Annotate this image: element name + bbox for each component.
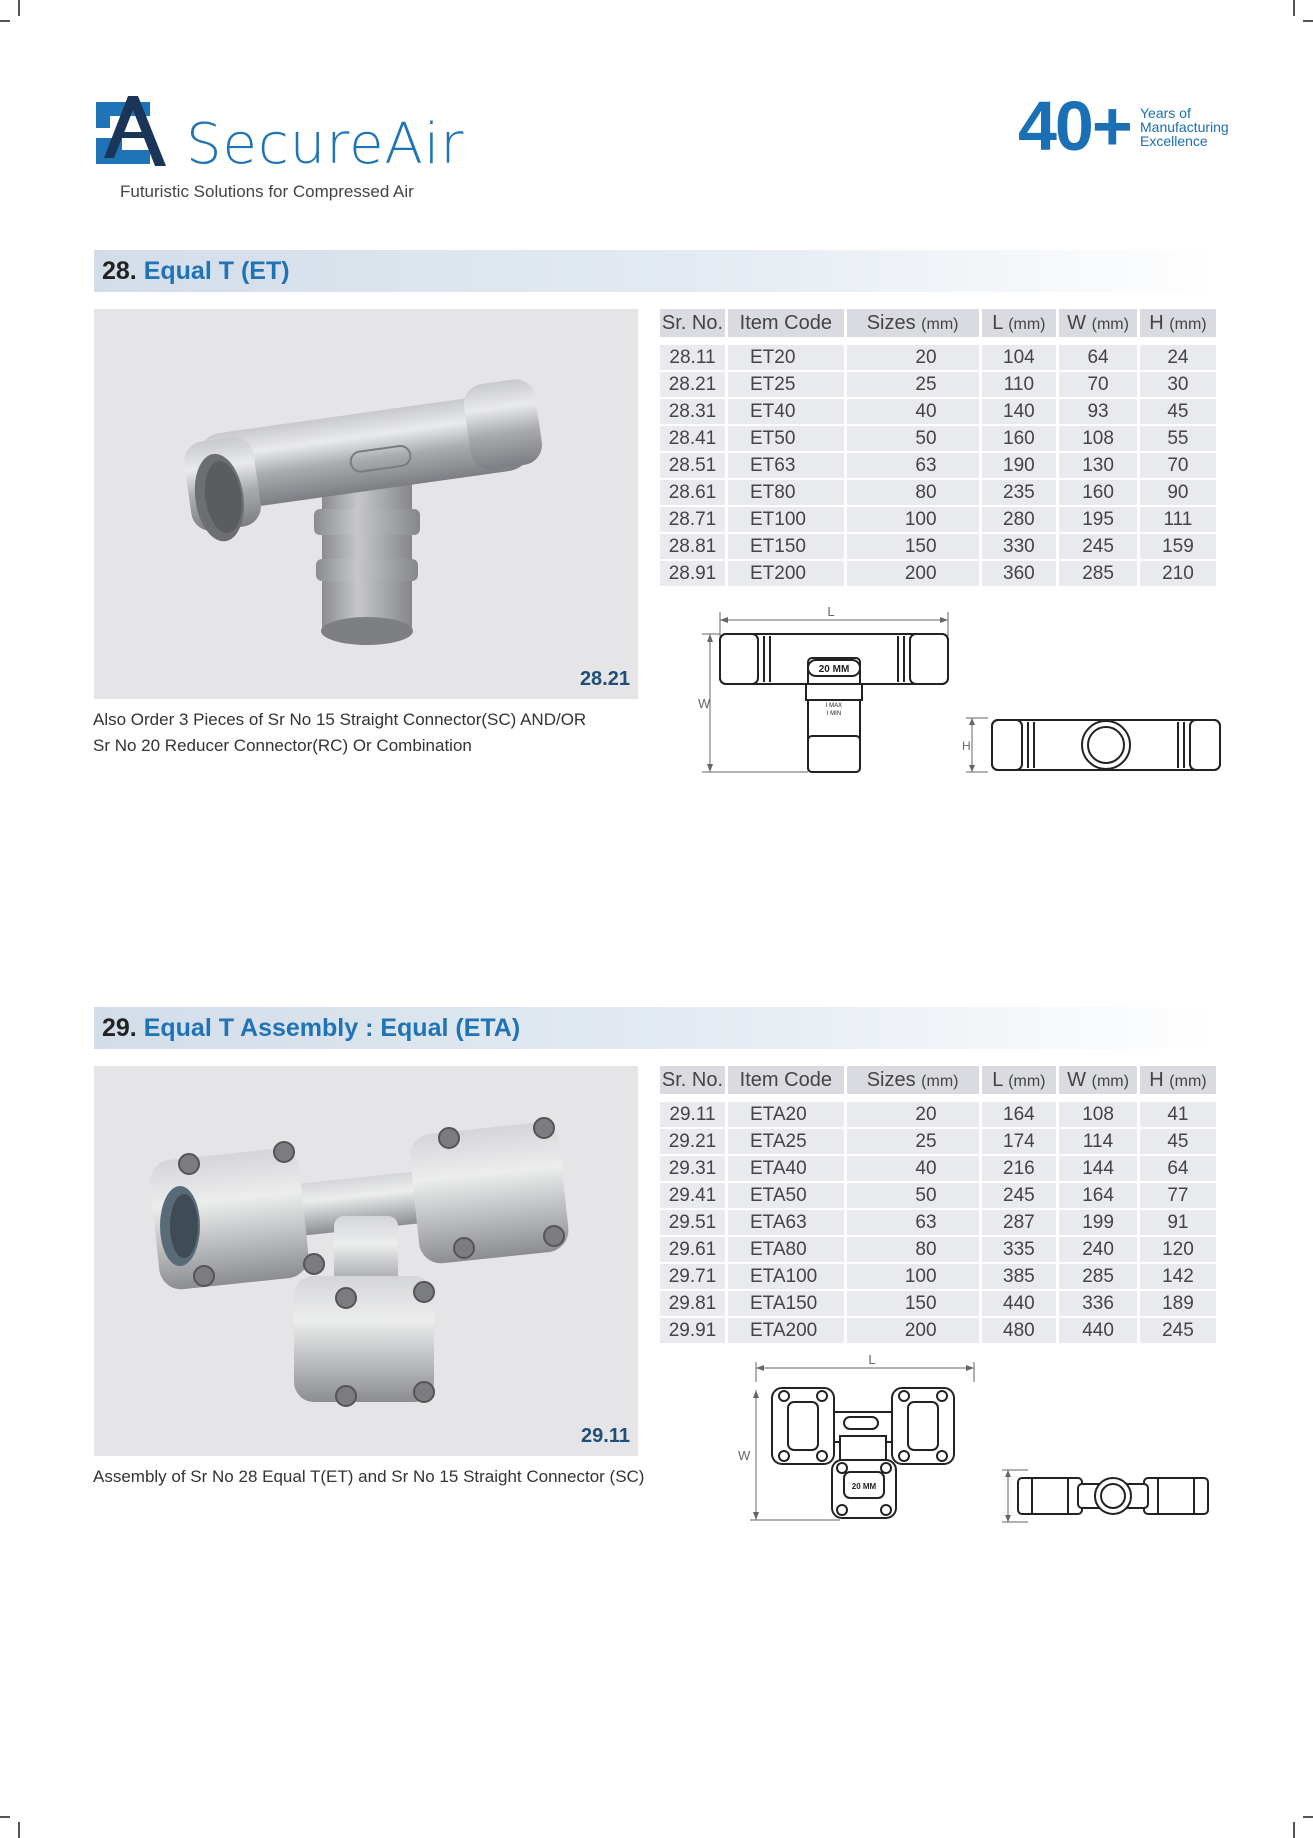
cell-item-code: ETA200 bbox=[728, 1318, 844, 1345]
cell-l: 360 bbox=[982, 561, 1057, 588]
photo-number: 28.21 bbox=[579, 668, 630, 690]
brand-name: SecureAir bbox=[186, 112, 465, 177]
cell-size: 80 bbox=[847, 480, 979, 507]
table-spacer bbox=[660, 337, 1216, 345]
cell-sr-no: 28.71 bbox=[660, 507, 725, 534]
cell-w: 199 bbox=[1059, 1210, 1137, 1237]
years-line: Manufacturing bbox=[1140, 119, 1229, 135]
section-title bbox=[102, 257, 290, 286]
cell-w: 245 bbox=[1059, 534, 1137, 561]
cell-item-code: ETA40 bbox=[728, 1156, 844, 1183]
crop-mark bbox=[1293, 1822, 1295, 1838]
col-label: W bbox=[1067, 311, 1087, 334]
table-spacer bbox=[660, 1094, 1216, 1102]
cell-w: 195 bbox=[1059, 507, 1137, 534]
crop-mark bbox=[1303, 20, 1313, 22]
et-top-view-diagram bbox=[962, 710, 1226, 780]
cell-w: 440 bbox=[1059, 1318, 1137, 1345]
cell-sr-no: 29.31 bbox=[660, 1156, 725, 1183]
cell-h: 159 bbox=[1140, 534, 1216, 561]
cell-sr-no: 29.71 bbox=[660, 1264, 725, 1291]
years-badge-number: 40+ bbox=[1018, 87, 1131, 165]
col-label: L bbox=[992, 1068, 1003, 1091]
cell-size: 25 bbox=[847, 1129, 979, 1156]
years-line: Excellence bbox=[1140, 133, 1208, 149]
cell-size: 80 bbox=[847, 1237, 979, 1264]
col-h bbox=[1140, 1066, 1216, 1094]
cell-size: 200 bbox=[847, 561, 979, 588]
photo-number: 29.11 bbox=[581, 1425, 630, 1447]
table-row bbox=[660, 1183, 1216, 1210]
cell-h: 41 bbox=[1140, 1102, 1216, 1129]
cell-h: 245 bbox=[1140, 1318, 1216, 1345]
section-title bbox=[102, 1014, 520, 1043]
cell-sr-no: 29.51 bbox=[660, 1210, 725, 1237]
cell-w: 64 bbox=[1059, 345, 1137, 372]
table-row bbox=[660, 1102, 1216, 1129]
col-label: H bbox=[1149, 1068, 1164, 1091]
spacer-cell bbox=[982, 1094, 1057, 1102]
cell-h: 91 bbox=[1140, 1210, 1216, 1237]
crop-mark bbox=[18, 1822, 20, 1838]
cell-l: 330 bbox=[982, 534, 1057, 561]
dim-label-h: H bbox=[962, 739, 971, 753]
note-line: Sr No 20 Reducer Connector(RC) Or Combination bbox=[93, 736, 472, 755]
cell-size: 200 bbox=[847, 1318, 979, 1345]
table-row bbox=[660, 534, 1216, 561]
order-note bbox=[93, 707, 586, 759]
cell-l: 287 bbox=[982, 1210, 1057, 1237]
table-row bbox=[660, 480, 1216, 507]
col-l bbox=[982, 1066, 1057, 1094]
cell-h: 77 bbox=[1140, 1183, 1216, 1210]
spacer-cell bbox=[728, 337, 844, 345]
crop-mark bbox=[1303, 1816, 1313, 1818]
cell-w: 240 bbox=[1059, 1237, 1137, 1264]
cell-h: 142 bbox=[1140, 1264, 1216, 1291]
cell-h: 70 bbox=[1140, 453, 1216, 480]
crop-mark bbox=[0, 20, 10, 22]
table-row bbox=[660, 1210, 1216, 1237]
table-row bbox=[660, 1318, 1216, 1345]
spacer-cell bbox=[1059, 1094, 1137, 1102]
col-l bbox=[982, 309, 1057, 337]
cell-size: 100 bbox=[847, 1264, 979, 1291]
cell-item-code: ETA100 bbox=[728, 1264, 844, 1291]
imax-mark: I MAX bbox=[825, 703, 843, 709]
section-name: Equal T Assembly : Equal (ETA) bbox=[143, 1014, 521, 1042]
table-row bbox=[660, 372, 1216, 399]
cell-size: 20 bbox=[847, 345, 979, 372]
cell-item-code: ETA150 bbox=[728, 1291, 844, 1318]
cell-size: 20 bbox=[847, 1102, 979, 1129]
product-photo-equal-t-assembly bbox=[94, 1066, 638, 1456]
table-row bbox=[660, 426, 1216, 453]
table-row bbox=[660, 1291, 1216, 1318]
cell-size: 40 bbox=[847, 1156, 979, 1183]
cell-item-code: ET50 bbox=[728, 426, 844, 453]
col-w bbox=[1059, 1066, 1137, 1094]
imin-mark: I MIN bbox=[826, 711, 842, 717]
cell-sr-no: 28.81 bbox=[660, 534, 725, 561]
equal-t-assembly-photo-icon bbox=[94, 1066, 638, 1456]
section-number: 29. bbox=[102, 1014, 137, 1042]
cell-size: 63 bbox=[847, 1210, 979, 1237]
table-row bbox=[660, 507, 1216, 534]
cell-sr-no: 29.11 bbox=[660, 1102, 725, 1129]
cell-h: 210 bbox=[1140, 561, 1216, 588]
cell-item-code: ET40 bbox=[728, 399, 844, 426]
spacer-cell bbox=[1140, 337, 1216, 345]
cell-item-code: ETA50 bbox=[728, 1183, 844, 1210]
brand-tagline: Futuristic Solutions for Compressed Air bbox=[120, 182, 414, 201]
section-name: Equal T (ET) bbox=[143, 257, 290, 285]
securair-logo-icon bbox=[92, 92, 174, 172]
col-sr-no: Sr. No. bbox=[660, 1066, 725, 1094]
cell-item-code: ETA20 bbox=[728, 1102, 844, 1129]
cell-l: 480 bbox=[982, 1318, 1057, 1345]
eta-dimension-diagram bbox=[732, 1352, 982, 1524]
dim-label-w: W bbox=[738, 1448, 751, 1463]
cell-w: 164 bbox=[1059, 1183, 1137, 1210]
cell-size: 50 bbox=[847, 426, 979, 453]
cell-sr-no: 29.21 bbox=[660, 1129, 725, 1156]
assembly-note bbox=[93, 1464, 644, 1490]
cell-item-code: ETA63 bbox=[728, 1210, 844, 1237]
size-mark: 20 MM bbox=[818, 664, 850, 675]
crop-mark bbox=[18, 0, 20, 16]
cell-l: 174 bbox=[982, 1129, 1057, 1156]
cell-sr-no: 28.31 bbox=[660, 399, 725, 426]
table-row bbox=[660, 1264, 1216, 1291]
col-unit: (mm) bbox=[921, 315, 959, 333]
cell-size: 40 bbox=[847, 399, 979, 426]
cell-l: 245 bbox=[982, 1183, 1057, 1210]
eta-top-view-diagram bbox=[988, 1466, 1224, 1526]
cell-w: 108 bbox=[1059, 1102, 1137, 1129]
dim-label-w: W bbox=[698, 696, 711, 711]
cell-h: 30 bbox=[1140, 372, 1216, 399]
cell-h: 45 bbox=[1140, 1129, 1216, 1156]
dim-label-l: L bbox=[827, 604, 835, 619]
cell-l: 190 bbox=[982, 453, 1057, 480]
cell-sr-no: 29.61 bbox=[660, 1237, 725, 1264]
spacer-cell bbox=[660, 1094, 725, 1102]
cell-l: 216 bbox=[982, 1156, 1057, 1183]
col-unit: (mm) bbox=[921, 1072, 959, 1090]
cell-l: 104 bbox=[982, 345, 1057, 372]
spacer-cell bbox=[1140, 1094, 1216, 1102]
cell-item-code: ET80 bbox=[728, 480, 844, 507]
cell-l: 440 bbox=[982, 1291, 1057, 1318]
cell-w: 70 bbox=[1059, 372, 1137, 399]
et-dimension-diagram bbox=[690, 600, 960, 780]
cell-h: 55 bbox=[1140, 426, 1216, 453]
cell-sr-no: 29.81 bbox=[660, 1291, 725, 1318]
cell-l: 140 bbox=[982, 399, 1057, 426]
cell-w: 160 bbox=[1059, 480, 1137, 507]
cell-item-code: ET100 bbox=[728, 507, 844, 534]
col-item-code: Item Code bbox=[728, 1066, 844, 1094]
col-h bbox=[1140, 309, 1216, 337]
cell-item-code: ET25 bbox=[728, 372, 844, 399]
cell-sr-no: 29.41 bbox=[660, 1183, 725, 1210]
section-header-28 bbox=[94, 250, 1220, 292]
cell-w: 130 bbox=[1059, 453, 1137, 480]
years-line: Years of bbox=[1140, 105, 1191, 121]
cell-sr-no: 28.51 bbox=[660, 453, 725, 480]
spacer-cell bbox=[1059, 337, 1137, 345]
col-w bbox=[1059, 309, 1137, 337]
cell-l: 280 bbox=[982, 507, 1057, 534]
spec-table-et bbox=[657, 309, 1219, 588]
cell-sr-no: 29.91 bbox=[660, 1318, 725, 1345]
section-header-29 bbox=[94, 1007, 1220, 1049]
cell-h: 45 bbox=[1140, 399, 1216, 426]
table-row bbox=[660, 561, 1216, 588]
cell-w: 285 bbox=[1059, 561, 1137, 588]
spec-table-eta bbox=[657, 1066, 1219, 1345]
cell-item-code: ETA25 bbox=[728, 1129, 844, 1156]
spacer-cell bbox=[847, 1094, 979, 1102]
cell-l: 385 bbox=[982, 1264, 1057, 1291]
table-row bbox=[660, 345, 1216, 372]
cell-item-code: ET20 bbox=[728, 345, 844, 372]
col-label: W bbox=[1067, 1068, 1087, 1091]
note-line: Assembly of Sr No 28 Equal T(ET) and Sr No 15 Straight Connector (SC) bbox=[93, 1467, 645, 1486]
cell-h: 111 bbox=[1140, 507, 1216, 534]
col-label: Sizes bbox=[866, 311, 916, 334]
cell-sr-no: 28.11 bbox=[660, 345, 725, 372]
col-label: H bbox=[1149, 311, 1164, 334]
cell-w: 114 bbox=[1059, 1129, 1137, 1156]
col-label: L bbox=[992, 311, 1003, 334]
table-header-row bbox=[660, 309, 1216, 337]
table-row bbox=[660, 399, 1216, 426]
dim-label-l: L bbox=[868, 1352, 876, 1367]
cell-item-code: ETA80 bbox=[728, 1237, 844, 1264]
cell-l: 235 bbox=[982, 480, 1057, 507]
cell-h: 90 bbox=[1140, 480, 1216, 507]
cell-l: 110 bbox=[982, 372, 1057, 399]
col-sizes bbox=[847, 309, 979, 337]
spacer-cell bbox=[847, 337, 979, 345]
spacer-cell bbox=[660, 337, 725, 345]
product-photo-equal-t bbox=[94, 309, 638, 699]
table-row bbox=[660, 1237, 1216, 1264]
crop-mark bbox=[1293, 0, 1295, 16]
cell-size: 50 bbox=[847, 1183, 979, 1210]
col-sr-no: Sr. No. bbox=[660, 309, 725, 337]
cell-h: 24 bbox=[1140, 345, 1216, 372]
cell-h: 64 bbox=[1140, 1156, 1216, 1183]
table-row bbox=[660, 1129, 1216, 1156]
col-unit: (mm) bbox=[1091, 315, 1129, 333]
cell-w: 144 bbox=[1059, 1156, 1137, 1183]
col-unit: (mm) bbox=[1008, 1072, 1046, 1090]
col-sizes bbox=[847, 1066, 979, 1094]
col-label: Sizes bbox=[866, 1068, 916, 1091]
table-header-row bbox=[660, 1066, 1216, 1094]
cell-l: 164 bbox=[982, 1102, 1057, 1129]
cell-item-code: ET200 bbox=[728, 561, 844, 588]
table-row bbox=[660, 1156, 1216, 1183]
cell-item-code: ET150 bbox=[728, 534, 844, 561]
cell-size: 100 bbox=[847, 507, 979, 534]
table-row bbox=[660, 453, 1216, 480]
cell-l: 160 bbox=[982, 426, 1057, 453]
size-mark: 20 MM bbox=[851, 1482, 877, 1491]
cell-size: 150 bbox=[847, 1291, 979, 1318]
cell-sr-no: 28.21 bbox=[660, 372, 725, 399]
cell-sr-no: 28.41 bbox=[660, 426, 725, 453]
cell-item-code: ET63 bbox=[728, 453, 844, 480]
cell-w: 108 bbox=[1059, 426, 1137, 453]
years-badge-text bbox=[1140, 106, 1260, 148]
cell-h: 189 bbox=[1140, 1291, 1216, 1318]
cell-sr-no: 28.61 bbox=[660, 480, 725, 507]
section-number: 28. bbox=[102, 257, 137, 285]
crop-mark bbox=[0, 1816, 10, 1818]
cell-sr-no: 28.91 bbox=[660, 561, 725, 588]
note-line: Also Order 3 Pieces of Sr No 15 Straight Connector(SC) AND/OR bbox=[93, 710, 587, 729]
cell-size: 150 bbox=[847, 534, 979, 561]
cell-w: 93 bbox=[1059, 399, 1137, 426]
spacer-cell bbox=[982, 337, 1057, 345]
cell-h: 120 bbox=[1140, 1237, 1216, 1264]
col-unit: (mm) bbox=[1169, 315, 1207, 333]
col-unit: (mm) bbox=[1091, 1072, 1129, 1090]
col-unit: (mm) bbox=[1008, 315, 1046, 333]
equal-t-photo-icon bbox=[94, 309, 638, 699]
cell-l: 335 bbox=[982, 1237, 1057, 1264]
cell-w: 336 bbox=[1059, 1291, 1137, 1318]
col-unit: (mm) bbox=[1169, 1072, 1207, 1090]
cell-size: 25 bbox=[847, 372, 979, 399]
cell-w: 285 bbox=[1059, 1264, 1137, 1291]
cell-size: 63 bbox=[847, 453, 979, 480]
spacer-cell bbox=[728, 1094, 844, 1102]
col-item-code: Item Code bbox=[728, 309, 844, 337]
